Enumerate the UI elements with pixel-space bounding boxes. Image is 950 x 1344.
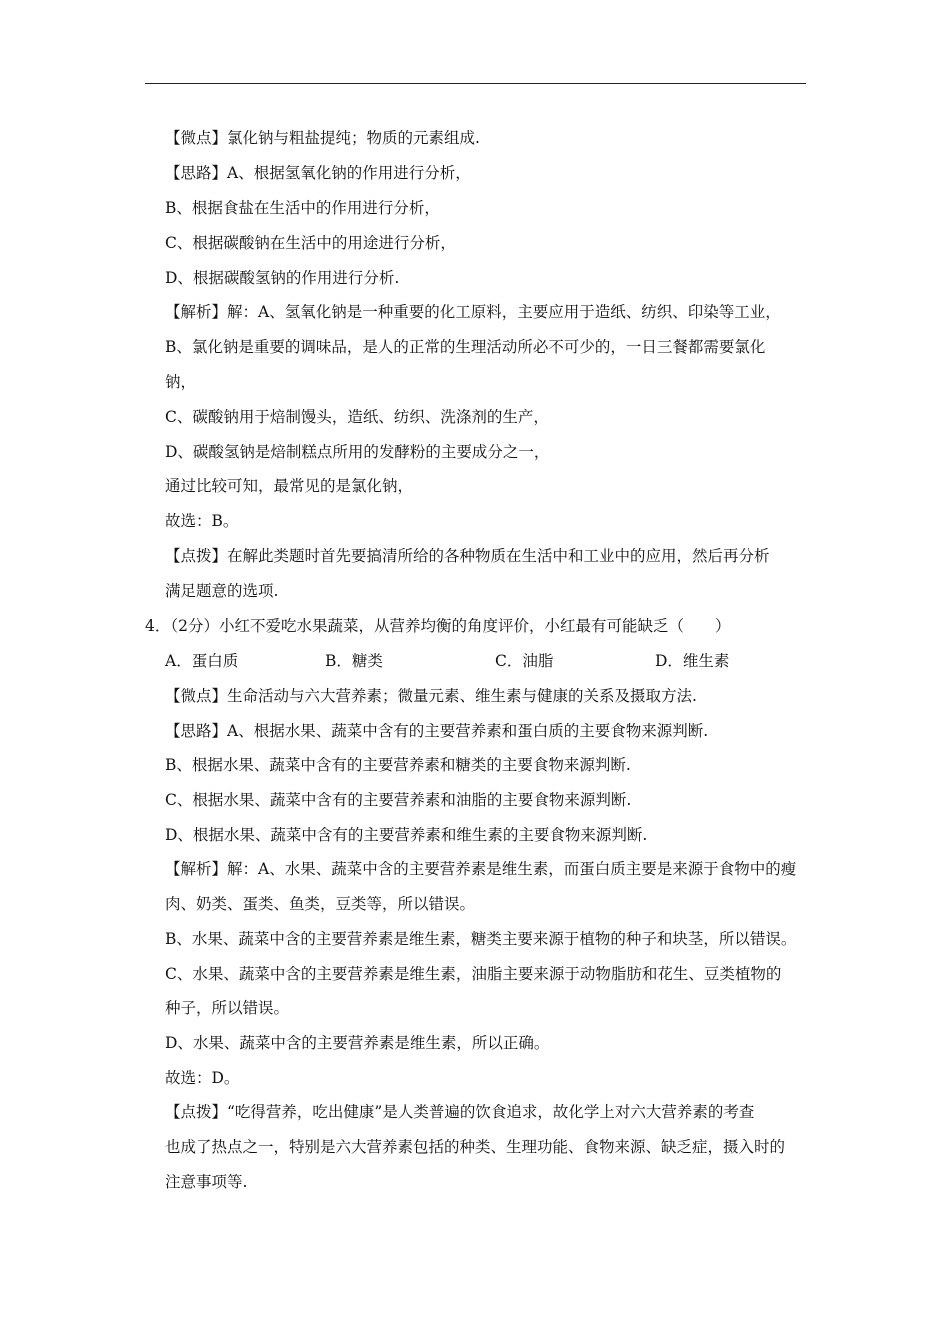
q3-jiexi-line: B、氯化钠是重要的调味品，是人的正常的生理活动所必不可少的，一日三餐都需要氯化 bbox=[165, 338, 766, 356]
q4-jiexi-line: D、水果、蔬菜中含的主要营养素是维生素，所以正确。 bbox=[165, 1034, 550, 1052]
q4-option-a: A．蛋白质 bbox=[165, 652, 239, 670]
q4-answer: 故选：D。 bbox=[165, 1069, 240, 1087]
q4-options bbox=[165, 651, 805, 671]
q3-answer: 故选：B。 bbox=[165, 512, 239, 530]
q3-weidian: 【微点】氯化钠与粗盐提纯；物质的元素组成. bbox=[165, 129, 480, 147]
q4-silu-line: B、根据水果、蔬菜中含有的主要营养素和糖类的主要食物来源判断. bbox=[165, 756, 631, 774]
q3-jiexi-line: 通过比较可知，最常见的是氯化钠， bbox=[165, 477, 414, 495]
header-rule bbox=[145, 83, 806, 84]
q4-option-c: C．油脂 bbox=[495, 652, 554, 670]
q4-silu-line: C、根据水果、蔬菜中含有的主要营养素和油脂的主要食物来源判断. bbox=[165, 791, 632, 809]
q4-stem: 4．（2分）小红不爱吃水果蔬菜，从营养均衡的角度评价，小红最有可能缺乏（ ） bbox=[145, 617, 731, 635]
q3-silu-line: D、根据碳酸氢钠的作用进行分析. bbox=[165, 269, 400, 287]
q4-silu-line: 【思路】A、根据水果、蔬菜中含有的主要营养素和蛋白质的主要食物来源判断. bbox=[165, 722, 709, 740]
q3-silu-line: 【思路】A、根据氢氧化钠的作用进行分析， bbox=[165, 164, 471, 182]
q4-weidian: 【微点】生命活动与六大营养素；微量元素、维生素与健康的关系及摄取方法. bbox=[165, 687, 697, 705]
q3-silu-line: C、根据碳酸钠在生活中的用途进行分析， bbox=[165, 234, 456, 252]
q4-option-b: B．糖类 bbox=[325, 652, 383, 670]
q4-dianbo-line: 【点拨】“吃得营养，吃出健康”是人类普遍的饮食追求，故化学上对六大营养素的考查 bbox=[165, 1103, 755, 1121]
q3-silu-line: B、根据食盐在生活中的作用进行分析， bbox=[165, 199, 440, 217]
q4-silu-line: D、根据水果、蔬菜中含有的主要营养素和维生素的主要食物来源判断. bbox=[165, 826, 648, 844]
q3-jiexi-line: 【解析】解：A、氢氧化钠是一种重要的化工原料，主要应用于造纸、纺织、印染等工业， bbox=[165, 303, 781, 321]
q4-dianbo-line: 注意事项等. bbox=[165, 1173, 248, 1191]
q3-jiexi-line: 钠， bbox=[165, 373, 197, 391]
q4-jiexi-line: 种子，所以错误。 bbox=[165, 999, 290, 1017]
q3-dianbo-line: 【点拨】在解此类题时首先要搞清所给的各种物质在生活中和工业中的应用，然后再分析 bbox=[165, 547, 770, 565]
q4-jiexi-line: B、水果、蔬菜中含的主要营养素是维生素，糖类主要来源于植物的种子和块茎，所以错误。 bbox=[165, 930, 797, 948]
q3-dianbo-line: 满足题意的选项. bbox=[165, 582, 279, 600]
q3-jiexi-line: D、碳酸氢钠是焙制糕点所用的发酵粉的主要成分之一， bbox=[165, 443, 550, 461]
q3-jiexi-line: C、碳酸钠用于焙制馒头，造纸、纺织、洗涤剂的生产， bbox=[165, 408, 549, 426]
q4-jiexi-line: C、水果、蔬菜中含的主要营养素是维生素，油脂主要来源于动物脂肪和花生、豆类植物的 bbox=[165, 965, 782, 983]
q4-dianbo-line: 也成了热点之一，特别是六大营养素包括的种类、生理功能、食物来源、缺乏症，摄入时的 bbox=[165, 1138, 786, 1156]
q4-jiexi-line: 肉、奶类、蛋类、鱼类，豆类等，所以错误。 bbox=[165, 895, 476, 913]
q4-option-d: D．维生素 bbox=[655, 652, 730, 670]
q4-jiexi-line: 【解析】解：A、水果、蔬菜中含的主要营养素是维生素，而蛋白质主要是来源于食物中的瘦 bbox=[165, 860, 797, 878]
